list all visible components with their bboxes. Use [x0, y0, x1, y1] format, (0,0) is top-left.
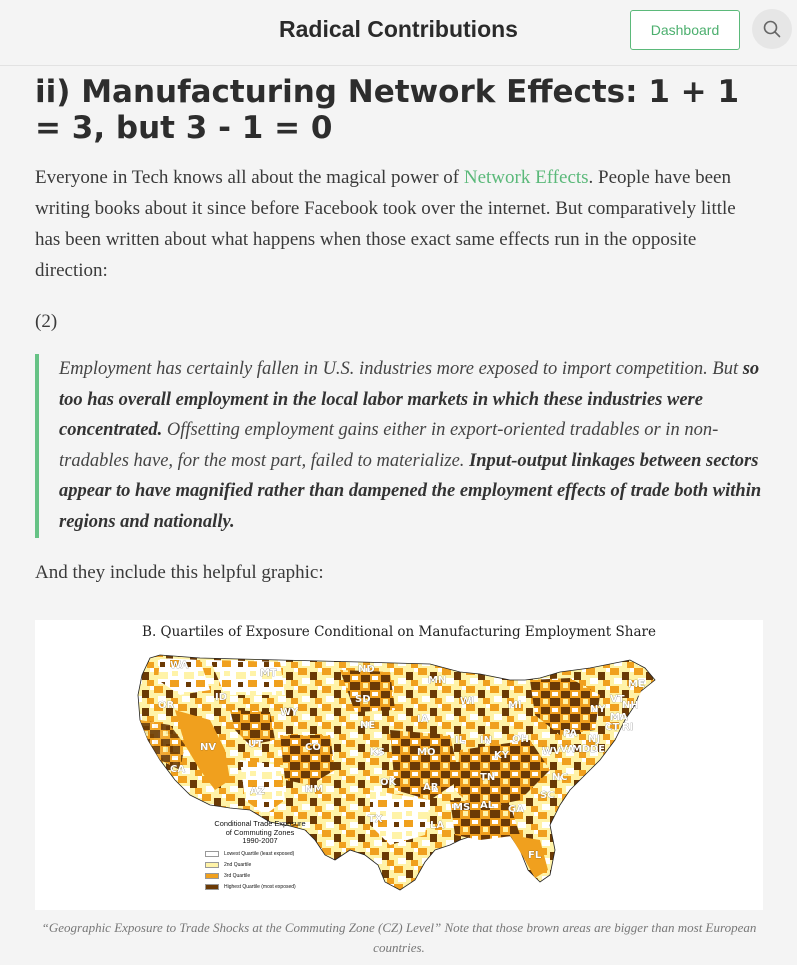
state-label: TX [368, 814, 383, 825]
state-label: MN [428, 675, 447, 686]
dashboard-button[interactable]: Dashboard [630, 10, 740, 50]
state-label: KS [370, 747, 385, 758]
legend-label: Highest Quartile (most exposed) [224, 884, 296, 890]
state-label: RI [622, 722, 634, 733]
state-label: ME [628, 679, 645, 690]
top-bar [0, 0, 797, 66]
state-label: KY [494, 750, 509, 761]
state-label: NC [552, 772, 568, 783]
state-label: CT [605, 722, 620, 733]
legend-swatch [205, 884, 219, 890]
state-label: IL [455, 735, 466, 746]
state-label: ID [215, 692, 228, 703]
legend-title-3: 1990-2007 [242, 836, 278, 845]
quote-bold-2: Input-output linkages between sectors appear to have magnified rather than dampened the employment effects of trade both within regions and nationally. [59, 450, 762, 532]
legend-item [205, 882, 315, 893]
legend-item [205, 849, 315, 860]
legend-title-1: Conditional Trade Exposure [214, 819, 306, 828]
intro-text-end: . People have been writing books about it since before Facebook took over the internet. But comparatively little has been written about what happens when those exact same effects run in the opposite direction: [35, 167, 736, 281]
state-label: AR [423, 782, 439, 793]
network-effects-link[interactable]: Network Effects [463, 167, 589, 188]
legend-label: Lowest Quartile (least exposed) [224, 851, 295, 857]
state-label: VT [610, 694, 625, 705]
state-label: DE [590, 744, 606, 755]
state-label: ND [358, 664, 375, 675]
state-label: MA [610, 712, 628, 723]
state-label: VA [560, 744, 575, 755]
state-label: NV [200, 742, 217, 753]
legend-label: 2nd Quartile [224, 862, 252, 868]
legend-swatch [205, 851, 219, 857]
state-label: GA [508, 804, 524, 815]
state-label: MO [417, 747, 436, 758]
search-icon [763, 20, 781, 38]
state-label: NE [360, 720, 376, 731]
state-label: AZ [250, 786, 265, 797]
state-label: FL [528, 850, 542, 861]
legend-swatch [205, 862, 219, 868]
legend-swatch [205, 873, 219, 879]
state-label: AL [480, 800, 495, 811]
state-label: MT [260, 668, 277, 679]
state-label: CO [305, 742, 321, 753]
legend-label: 3rd Quartile [224, 873, 251, 879]
state-label: OK [380, 777, 397, 788]
state-label: NJ [588, 734, 601, 745]
blockquote [35, 354, 765, 538]
section-heading: ii) Manufacturing Network Effects: 1 + 1 = 3, but 3 - 1 = 0 [35, 74, 740, 146]
site-title[interactable]: Radical Contributions [279, 16, 518, 42]
state-label: IN [480, 735, 493, 746]
state-label: CA [170, 764, 186, 775]
state-label: WI [460, 696, 475, 707]
state-label: LA [430, 820, 445, 831]
quote-text-1: Employment has certainly fallen in U.S. industries more exposed to import competition. But [59, 359, 743, 379]
legend-item [205, 871, 315, 882]
state-label: TN [480, 772, 496, 783]
quote-bold-1: so too has overall employment in the local labor markets in which these industries were concentrated. [59, 359, 760, 441]
state-label: NH [622, 700, 639, 711]
figure-title: B. Quartiles of Exposure Conditional on Manufacturing Employment Share [142, 624, 656, 640]
map-legend [205, 820, 315, 893]
reference-marker: (2) [35, 311, 58, 332]
state-label: WV [542, 746, 561, 757]
state-label: SD [355, 694, 371, 705]
state-label: IA [417, 714, 429, 725]
state-label: OR [158, 700, 175, 711]
state-label: OH [512, 734, 529, 745]
legend-item [205, 860, 315, 871]
search-button[interactable] [752, 9, 792, 49]
state-label: WY [280, 707, 299, 718]
quote-text-2: Offsetting employment gains either in export-oriented tradables or in non-tradables have, for the most part, failed to materialize. [59, 420, 719, 471]
state-label: MI [508, 700, 522, 711]
intro-text-start: Everyone in Tech knows all about the magical power of [35, 167, 464, 188]
state-label: SC [540, 790, 555, 801]
state-label: WA [170, 660, 189, 671]
state-label: PA [563, 728, 578, 739]
intro-paragraph [35, 162, 765, 286]
trade-exposure-figure [35, 620, 763, 910]
state-label: NY [590, 704, 606, 715]
figure-caption: “Geographic Exposure to Trade Shocks at the Commuting Zone (CZ) Level” Note that those brown areas are bigger than most European countries. [41, 920, 757, 955]
legend-title-2: of Commuting Zones [225, 827, 295, 837]
state-label: UT [248, 739, 263, 750]
state-label: MD [572, 744, 591, 755]
state-label: NM [305, 784, 324, 795]
state-label: MS [453, 802, 471, 813]
graphic-intro-paragraph: And they include this helpful graphic: [35, 562, 324, 583]
